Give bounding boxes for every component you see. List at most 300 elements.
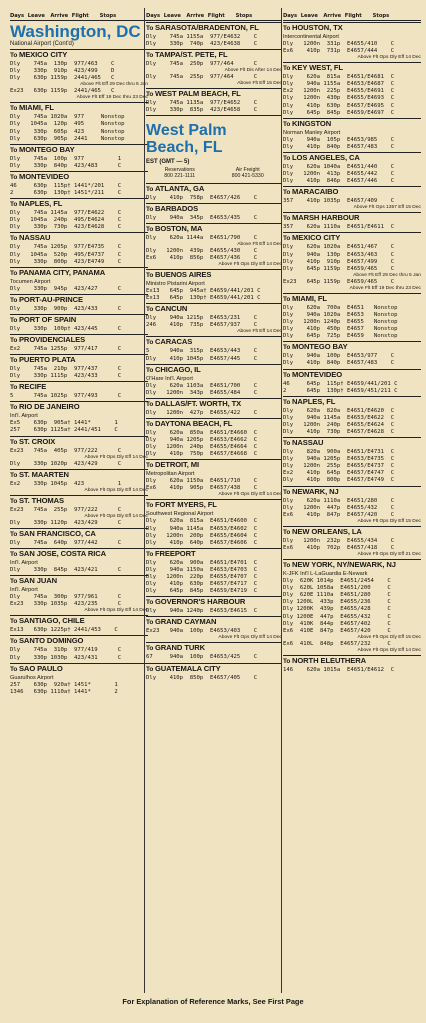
flight-row: Dly 620a 1150a E4651/710 C xyxy=(146,478,258,485)
destination-block xyxy=(146,88,282,114)
flight-row: Dly 330p 900p 423/433 C xyxy=(10,305,122,312)
destination-title xyxy=(10,199,148,210)
destination-name: PANAMA CITY, PANAMA xyxy=(18,267,106,277)
destination-name: GRAND CAYMAN xyxy=(154,617,217,627)
flight-row: Dly 330p 740p 423/E4638 C xyxy=(146,41,258,48)
flight-row: Dly 330p 1030p 423/431 C xyxy=(10,654,122,661)
destination-title xyxy=(283,153,421,164)
destination-block xyxy=(146,303,282,335)
flight-row: Dly 1200n 255p E4655/E4737 C xyxy=(283,463,395,470)
destination-airport: Int'l. Airport xyxy=(10,413,38,420)
flight-row: Dly 940a 345p E4653/435 C xyxy=(146,214,258,221)
destination-title xyxy=(10,233,148,244)
destination-block xyxy=(10,575,148,614)
flight-row: Dly 1200n 232p E4655/434 C xyxy=(283,537,395,544)
destination-name: MARACAIBO xyxy=(291,187,339,197)
destination-block xyxy=(283,655,421,674)
destination-block xyxy=(146,336,282,362)
destination-title xyxy=(10,437,148,448)
flight-row: 67 940a 100p E4653/425 C xyxy=(146,654,258,661)
flight-row: Dly 410p 730p E4657/E4628 C xyxy=(283,429,395,435)
flight-row: Ex6 410p 847p E4657/420 C xyxy=(283,511,395,518)
destination-name: PUERTO PLATA xyxy=(18,355,76,365)
destination-block xyxy=(10,615,148,634)
flight-row: Dly 330p 945p 423/427 C xyxy=(10,285,122,292)
destination-name: NASSAU xyxy=(18,233,51,243)
to-label: To xyxy=(146,52,155,60)
destination-title xyxy=(283,397,421,408)
destination-title xyxy=(146,549,282,560)
flight-row: Ex23 645p 1159p E4659/465 C xyxy=(283,278,395,285)
flight-row: Dly 940a 1155a E4653/E4687 C xyxy=(283,81,395,88)
flight-row: Dly 940a 1205p E4653/E4735 C xyxy=(283,456,395,463)
schedule-note: Above Flt Eff 29 Dec thru 5 Jan xyxy=(353,272,421,278)
flight-row: Ex2 745a 1255p 977/417 C xyxy=(10,345,122,352)
destination-title xyxy=(10,103,148,114)
destination-name: MARSH HARBOUR xyxy=(291,213,360,223)
flight-row: Dly 620a 1144a E4651/790 C xyxy=(146,234,258,241)
destination-name: BOSTON, MA xyxy=(154,223,203,233)
flight-row: Ex6 410p 731p E4657/444 C xyxy=(283,48,395,55)
destination-name: NEWARK, NJ xyxy=(291,486,339,496)
flight-row: Dly 940a 1145a E4653/E4622 C xyxy=(283,414,395,421)
flight-row: Dly 940a 100p E4653/977 C xyxy=(283,353,395,360)
flight-row: Dly 745a 1135a 977/E4652 C xyxy=(146,100,258,107)
flight-row: Dly 645p 845p E4659/E4697 C xyxy=(283,109,395,116)
destination-block xyxy=(10,232,148,265)
schedule-note: Above Flt Eff 15 Dec xyxy=(237,81,282,87)
flight-row: Dly 745a 1205p 977/E4735 C xyxy=(10,244,122,251)
destination-title xyxy=(10,268,148,279)
destination-name: SANTO DOMINGO xyxy=(18,636,84,646)
to-label: To xyxy=(10,269,19,277)
destination-title xyxy=(146,419,282,430)
destination-name: PORT OF SPAIN xyxy=(18,314,77,324)
destination-block xyxy=(146,459,282,498)
destination-block xyxy=(146,616,282,641)
destination-name: PORT-AU-PRINCE xyxy=(18,294,83,304)
destination-block xyxy=(283,341,421,367)
flight-row: Ex2 1200n 225p E4655/E4691 C xyxy=(283,88,395,95)
flight-row: 2 645p 130p† E4659/451/211 C xyxy=(283,387,398,394)
flight-row: Ex6 410L 848p E4657/232 C xyxy=(283,640,391,647)
destination-title xyxy=(283,294,421,305)
to-label: To xyxy=(10,235,19,243)
flight-row: Dly 940a 1145a E4653/E4602 C xyxy=(146,525,258,532)
destination-name: SAO PAULO xyxy=(18,663,63,673)
flight-row: Dly 1200n 430p E4655/E4693 C xyxy=(283,95,395,102)
destination-name: NASSAU xyxy=(291,438,324,448)
destination-title xyxy=(146,399,282,410)
destination-title xyxy=(146,23,282,34)
flight-row: Dly 410p 850p E4657/405 C xyxy=(146,674,258,681)
to-label: To xyxy=(10,336,19,344)
to-label: To xyxy=(146,665,155,673)
flight-row: Dly 410p 840p E4657/483 C xyxy=(283,143,395,150)
destination-name: ST. THOMAS xyxy=(18,495,64,505)
schedule-note: Above Flt Ops Dly Eff 14 Dec xyxy=(84,487,148,493)
destination-name: CARACAS xyxy=(154,337,193,347)
destination-name: ST. CROIX xyxy=(18,436,56,446)
flight-row: Dly 645p 725p E4659 Nonstop xyxy=(283,333,398,340)
flight-row: Dly 620a 900a E4651/E4701 C xyxy=(146,559,258,566)
destination-block xyxy=(10,401,148,434)
flight-row: 257 630p 920a† 1451* 1 xyxy=(10,681,118,688)
schedule-note: Above Flt Eff 14 Dec xyxy=(237,329,282,335)
flight-row: Ex6 410p 856p E4657/436 C xyxy=(146,254,258,261)
flight-row: Dly 330p 1120p 423/429 C xyxy=(10,519,122,526)
destination-airport: K-JFK Int'l L-LaGuardia E-Newark xyxy=(283,571,368,578)
to-label: To xyxy=(283,25,292,32)
to-label: To xyxy=(146,225,155,233)
flight-row: Dly 410p 800p E4657/E4749 C xyxy=(283,477,395,484)
destination-name: MONTEGO BAY xyxy=(291,342,348,352)
flight-row: Ex23 745a 255p 977/222 C xyxy=(10,506,122,513)
destination-name: SANTIAGO, CHILE xyxy=(18,616,85,626)
destination-airport: Southwest Regional Airport xyxy=(146,511,214,518)
flight-row: Dly 410K 844p E4657/402 C xyxy=(283,620,391,627)
flight-row: Dly 1200n 413p E4655/442 C xyxy=(283,171,395,178)
destination-block xyxy=(283,559,421,654)
flight-row: Dly 620a 850a E4651/E4660 C xyxy=(146,429,258,436)
to-label: To xyxy=(10,316,19,324)
to-label: To xyxy=(146,91,155,99)
destination-name: NAPLES, FL xyxy=(291,396,336,406)
flight-row: 246 410p 735p E4657/937 C xyxy=(146,322,258,329)
schedule-note: Above Flt Ops Dly Eff 14 Dec xyxy=(357,55,421,61)
flight-row: Dly 620a 1103a E4651/700 C xyxy=(146,382,258,389)
flight-row: Dly 1045a 240p 495/E4624 C xyxy=(10,217,122,224)
column-header: Days Leave Arrive Flight Stops xyxy=(146,8,282,21)
flight-row: 257 630p 1125a† 2441/451 C xyxy=(10,427,118,434)
to-label: To xyxy=(146,272,155,280)
to-label: To xyxy=(146,502,155,510)
destination-title xyxy=(10,576,148,587)
destination-name: RIO DE JANEIRO xyxy=(18,402,80,412)
to-label: To xyxy=(283,371,292,379)
flight-row: Dly 940a 1150a E4653/E4703 C xyxy=(146,566,258,573)
flight-row: Ex13 645p 130p† E4659/441/201 C xyxy=(146,295,261,302)
destination-block xyxy=(146,596,282,615)
flight-row: Dly 745a 130p 977/463 C xyxy=(10,61,115,67)
destination-name: BUENOS AIRES xyxy=(154,270,212,280)
flight-row: Ex13 645p 945a† E4659/441/201 C xyxy=(146,288,261,295)
destination-title xyxy=(146,50,282,61)
destination-block xyxy=(10,294,148,313)
flight-row: Dly 645p 845p E4659/E4719 C xyxy=(146,588,258,595)
to-label: To xyxy=(10,404,19,412)
schedule-note: Above Flt Ops Dly Eff 14 Dec xyxy=(218,492,282,498)
to-label: To xyxy=(10,105,19,113)
to-label: To xyxy=(283,189,292,197)
flight-row: Dly 745a 300p 977/961 C xyxy=(10,594,122,601)
column-3 xyxy=(283,8,421,993)
flight-row: Ex2 330p 1045p 423 1 xyxy=(10,480,122,487)
destination-title xyxy=(146,597,282,608)
destination-block xyxy=(10,267,148,293)
destination-block xyxy=(10,314,148,333)
to-label: To xyxy=(10,638,19,646)
flight-row: Ex5 630p 905a† 1441* 1 xyxy=(10,420,118,427)
destination-block xyxy=(283,152,421,185)
schedule-note: Above Flt Ops Dly Eff 21 Dec xyxy=(357,552,421,558)
to-label: To xyxy=(10,201,19,209)
destination-name: TAMPA/ST. PETE, FL xyxy=(154,50,228,60)
destination-airport: Int'l. Airport xyxy=(10,560,38,567)
to-label: To xyxy=(283,215,292,223)
destination-block xyxy=(283,118,421,151)
destination-title xyxy=(146,664,282,675)
to-label: To xyxy=(146,185,155,193)
flight-row: Dly 620a 700a E4651 Nonstop xyxy=(283,304,398,311)
flight-row: Ex23 940a 100p E4653/403 C xyxy=(146,628,258,635)
flight-row: Ex6 410p 905p E4657/438 C xyxy=(146,485,258,492)
destination-title xyxy=(283,342,421,353)
flight-row: Dly 1200n 220p E4655/E4707 C xyxy=(146,574,258,580)
column-divider xyxy=(144,8,145,993)
destination-title xyxy=(10,315,148,326)
flight-row: Dly 745a 310p 977/419 C xyxy=(10,647,122,654)
flight-row: Dly 410p 640p E4657/E4606 C xyxy=(146,539,258,546)
destination-block xyxy=(146,642,282,661)
destination-block xyxy=(283,437,421,484)
destination-title xyxy=(146,184,282,195)
flight-row: 146 620a 1015a E4651/E4612 C xyxy=(283,666,395,673)
to-label: To xyxy=(283,528,292,536)
flight-row: Dly 745a 1145a 977/E4622 C xyxy=(10,210,122,217)
destination-block xyxy=(10,548,148,574)
schedule-note: Above Flt Ops Dly Eff 14 Dec xyxy=(84,513,148,519)
flight-row: 46 630p 115p† 1441*/201 C xyxy=(10,182,122,189)
flight-row: Dly 620E 1110a E4651/280 C xyxy=(283,592,391,599)
origin-city-title: West Palm Beach, FL xyxy=(146,121,227,156)
flight-row: Ex2 410p 645p E4657/E4747 C xyxy=(283,470,395,477)
schedule-note: Above Flt Eff 19 Dec thru 23 Dec xyxy=(76,95,148,101)
destination-block xyxy=(283,369,421,395)
to-label: To xyxy=(146,420,155,428)
flight-row: 357 410p 1035p E4657/409 C xyxy=(283,198,395,205)
destination-airport: O'Hare Int'l. Airport xyxy=(146,375,193,382)
flight-row: Dly 410p 840p E4657/483 C xyxy=(283,360,395,367)
destination-block xyxy=(283,232,421,291)
destination-airport: Intercontinental Airport xyxy=(283,34,339,40)
to-label: To xyxy=(283,235,292,243)
destination-title xyxy=(146,500,282,511)
to-label: To xyxy=(283,65,292,73)
origin-city-title: Washington, DC xyxy=(10,22,141,41)
destination-name: SAN JUAN xyxy=(18,576,57,586)
destination-title xyxy=(10,636,148,647)
destination-title xyxy=(146,337,282,348)
flight-row: 5 940a 315p E4653/443 C xyxy=(146,348,258,355)
freight-contact xyxy=(232,167,264,180)
to-label: To xyxy=(146,339,155,347)
destination-name: ST. MAARTEN xyxy=(18,469,69,479)
to-label: To xyxy=(146,462,155,470)
schedule-note: Above Flt Ops 1357 Eff 15 Dec xyxy=(353,205,421,211)
destination-title xyxy=(10,335,148,346)
flight-row: Dly 745a 100p 977 1 xyxy=(10,155,122,162)
to-label: To xyxy=(10,146,19,154)
flight-row: Dly 1200n 331p E4655/410 C xyxy=(283,41,395,47)
destination-block xyxy=(10,354,148,380)
destination-title xyxy=(283,23,421,34)
flight-row: Dly 410p 630p E4657/E4695 C xyxy=(283,102,395,109)
destination-name: GUATEMALA CITY xyxy=(154,663,221,673)
destination-block xyxy=(146,364,282,397)
destination-airport: Guarulhos Airport xyxy=(10,674,54,681)
to-label: To xyxy=(10,173,19,181)
flight-row: Dly 410p 846p E4657/446 C xyxy=(283,178,395,185)
to-label: To xyxy=(283,344,292,352)
destination-title xyxy=(146,617,282,628)
destination-block xyxy=(10,381,148,400)
destination-title xyxy=(146,304,282,315)
destination-name: GRAND TURK xyxy=(154,643,206,653)
flight-row: Ex23 745a 405p 977/222 C xyxy=(10,447,122,454)
flight-row: Dly 410p 910p E4657/499 C xyxy=(283,258,395,265)
flight-row: Dly 620K 1014p E4651/2454 C xyxy=(283,578,391,585)
destination-title xyxy=(10,145,148,156)
destination-block xyxy=(10,528,148,547)
flight-row: Dly 1200n 200p E4655/E4604 C xyxy=(146,532,258,539)
destination-name: HOUSTON, TX xyxy=(291,23,343,32)
freight-number: 800 421-5330 xyxy=(231,173,264,180)
schedule-note: Above Flt Eff 14 Dec xyxy=(237,241,282,247)
destination-name: WEST PALM BEACH, FL xyxy=(154,89,241,99)
flight-row: Ex6 410p 702p E4657/418 C xyxy=(283,544,395,551)
flight-row: Dly 330p 910p 423/499 D xyxy=(10,68,115,75)
destination-name: DALLAS/FT. WORTH, TX xyxy=(154,398,242,408)
destination-name: SAN JOSE, COSTA RICA xyxy=(18,549,106,559)
schedule-note: Above Flt Ops Dly Eff 14 Dec xyxy=(218,262,282,268)
footer-note: For Explanation of Reference Marks, See First Page xyxy=(122,997,304,1006)
destination-block xyxy=(283,62,421,117)
destination-title xyxy=(10,496,148,507)
flight-row: Ex6 410E 847p E4657/420 C xyxy=(283,627,391,634)
destination-title xyxy=(283,187,421,198)
destination-title xyxy=(283,370,421,381)
destination-block xyxy=(146,223,282,268)
destination-name: NEW ORLEANS, LA xyxy=(291,526,362,536)
destination-name: MIAMI, FL xyxy=(18,103,54,113)
flight-row: Dly 620a 1040a E4651/440 C xyxy=(283,163,395,170)
flight-row: Dly 330p 730p 423/E4628 C xyxy=(10,224,122,231)
flight-row: Dly 1200n 427p E4655/422 C xyxy=(146,409,258,416)
destination-title xyxy=(283,560,421,571)
flight-row: Dly 1200n 1240p E4655 Nonstop xyxy=(283,319,398,326)
flight-row: Dly 330p 100p† 423/445 C xyxy=(10,325,122,332)
flight-row: 1346 630p 1110a† 1441* 2 xyxy=(10,688,118,695)
destination-title xyxy=(283,63,421,74)
destination-block xyxy=(283,22,421,61)
to-label: To xyxy=(283,562,292,570)
to-label: To xyxy=(146,366,155,374)
flight-row: Dly 1200n 343p E4655/484 C xyxy=(146,389,258,396)
flight-row: Dly 940a 105p E4653/985 C xyxy=(283,136,395,143)
timezone-label: EST (GMT — 5) xyxy=(146,158,190,165)
flight-row: 5 745a 1025p 977/493 C xyxy=(10,393,122,400)
column-header: Days Leave Arrive Flight Stops xyxy=(10,8,148,21)
destination-block xyxy=(283,526,421,558)
destination-block xyxy=(146,269,282,302)
flight-row: Dly 745a 1155a 977/E4632 C xyxy=(146,34,258,40)
flight-row: Dly 330p 840p 423/483 C xyxy=(10,162,122,169)
destination-name: MONTEVIDEO xyxy=(18,171,70,181)
destination-name: DAYTONA BEACH, FL xyxy=(154,418,233,428)
flight-row: Ex13 630p 1225p† 2441/453 C xyxy=(10,627,118,634)
destination-title xyxy=(146,460,282,471)
destination-title xyxy=(283,119,421,130)
flight-row: Dly 410p 1045p E4657/445 C xyxy=(146,355,258,362)
flight-row: Dly 1045a 520p 495/E4737 C xyxy=(10,251,122,258)
flight-row: Dly 620a 1110a E4651/280 C xyxy=(283,497,395,504)
schedule-note: Above Flt Ops Dly Eff 14 Dec xyxy=(84,608,148,614)
reservations-number: 800 221-1111 xyxy=(164,173,196,180)
destination-block xyxy=(146,49,282,87)
to-label: To xyxy=(10,438,19,446)
flight-row: 46 645p 115p† E4659/441/201 C xyxy=(283,380,398,387)
flight-row: Dly 620a 815a E4651/E4600 C xyxy=(146,518,258,525)
destination-title xyxy=(10,355,148,366)
destination-block xyxy=(146,499,282,546)
destination-title xyxy=(10,382,148,393)
schedule-note: Above Flt Ops Dly Eff 15 Dec xyxy=(357,634,421,640)
flight-row: Dly 330p 800p 423/E4749 C xyxy=(10,258,122,265)
destination-title xyxy=(10,664,148,675)
destination-airport: Int'l. Airport xyxy=(10,587,38,594)
destination-title xyxy=(10,529,148,540)
schedule-note: Above Flt Eff 19 Dec thru 23 Dec xyxy=(349,285,421,291)
to-label: To xyxy=(10,384,19,392)
flight-row: Ex23 630p 1159p 2441/465 C xyxy=(10,88,115,95)
contact-numbers xyxy=(146,167,282,180)
flight-row: Dly 410p 758p E4657/426 C xyxy=(146,194,258,201)
flight-row: Dly 940a 1205p E4653/E4662 C xyxy=(146,436,258,443)
to-label: To xyxy=(146,619,155,627)
flight-row: Dly 645p 1159p E4659/465 C xyxy=(283,265,395,272)
destination-name: MONTEGO BAY xyxy=(18,144,75,154)
flight-row: Dly 410p 450p E4657 Nonstop xyxy=(283,326,398,333)
destination-name: MEXICO CITY xyxy=(291,233,341,243)
destination-name: RECIFE xyxy=(18,382,47,392)
destination-title xyxy=(146,643,282,654)
destination-title xyxy=(283,233,421,244)
to-label: To xyxy=(283,120,292,128)
column-1 xyxy=(10,8,148,993)
destination-title xyxy=(10,402,148,413)
destination-title xyxy=(283,438,421,449)
destination-block xyxy=(146,548,282,595)
flight-row: Dly 940a 130p E4653/463 C xyxy=(283,251,395,258)
destination-block xyxy=(146,418,282,458)
flight-row: Dly 1200n 240p E4655/E4664 C xyxy=(146,444,258,451)
destination-name: SAN FRANCISCO, CA xyxy=(18,529,96,538)
reservations-label: Reservations xyxy=(164,166,195,173)
destination-airport: Metropolitan Airport xyxy=(146,471,195,478)
destination-title xyxy=(10,172,148,183)
flight-row: 2 630p 130p† 1451*/211 C xyxy=(10,190,122,197)
destination-title xyxy=(283,213,421,224)
destination-block xyxy=(10,198,148,231)
schedule-note: Above Flt Ops Dly Eff 14 Dec xyxy=(218,635,282,641)
to-label: To xyxy=(146,400,155,408)
flight-row: Dly 1200L 433p E4655/236 C xyxy=(283,599,391,606)
to-label: To xyxy=(146,599,155,607)
reservations-contact xyxy=(164,167,195,180)
destination-block xyxy=(146,203,282,222)
destination-name: FREEPORT xyxy=(154,548,196,558)
